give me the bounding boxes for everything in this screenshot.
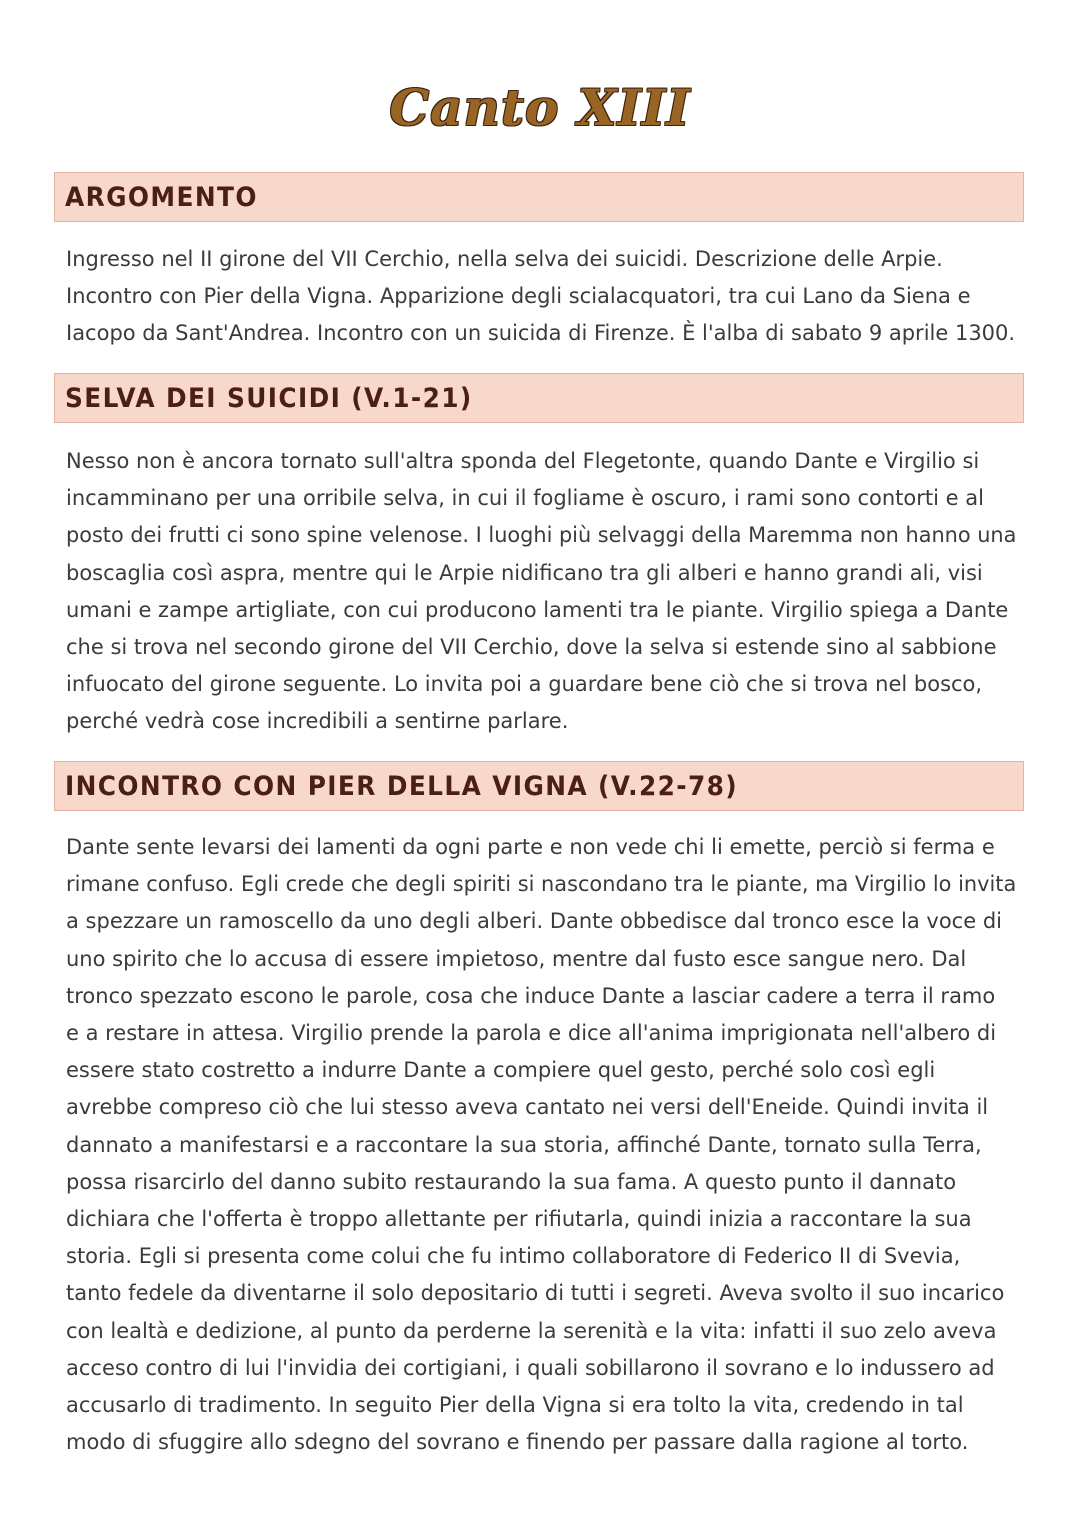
section-header-pier-della-vigna (54, 761, 1024, 811)
text-line: Nesso non è ancora tornato sull'altra sponda del Flegetonte, quando Dante e Virgilio si (66, 449, 980, 473)
text-line: Ingresso nel II girone del VII Cerchio, nella selva dei suicidi. Descrizione delle Arpie. (66, 247, 943, 271)
text-line: perché vedrà cose incredibili a sentirne parlare. (66, 709, 569, 734)
text-line: essere stato costretto a indurre Dante a compiere quel gesto, perché solo così egli (66, 1058, 936, 1083)
text-line: incamminano per una orribile selva, in cui il fogliame è oscuro, i rami sono contorti e al (66, 486, 984, 511)
text-line: tanto fedele da diventarne il solo depositario di tutti i segreti. Aveva svolto il suo incarico (66, 1281, 1005, 1306)
text-line: accusarlo di tradimento. In seguito Pier della Vigna si era tolto la vita, credendo in tal (66, 1393, 964, 1418)
text-line: uno spirito che lo accusa di essere impietoso, mentre dal fusto esce sangue nero. Dal (66, 946, 967, 971)
text-line: boscaglia così aspra, mentre qui le Arpie nidificano tra gli alberi e hanno grandi ali, visi (66, 560, 983, 585)
text-line: avrebbe compreso ciò che lui stesso aveva cantato nei versi dell'Eneide. Quindi invita il (66, 1095, 989, 1120)
text-line: umani e zampe artigliate, con cui producono lamenti tra le piante. Virgilio spiega a Dante (66, 597, 1009, 622)
section-header-selva-dei-suicidi (54, 373, 1024, 423)
section-heading: INCONTRO CON PIER DELLA VIGNA (V.22-78) (65, 771, 739, 802)
section-header-argomento (54, 172, 1024, 222)
text-line: Dante sente levarsi dei lamenti da ogni parte e non vede chi li emette, perciò si ferma e (66, 835, 995, 859)
section-body-pier-della-vigna (66, 829, 1016, 1461)
page-title: Canto XIII (389, 78, 691, 137)
text-line: che si trova nel secondo girone del VII Cerchio, dove la selva si estende sino al sabbione (66, 635, 997, 660)
text-line: con lealtà e dedizione, al punto da perderne la serenità e la vita: infatti il suo zelo aveva (66, 1318, 997, 1343)
text-line: tronco spezzato escono le parole, cosa che induce Dante a lasciar cadere a terra il ramo (66, 983, 996, 1008)
text-line: Incontro con Pier della Vigna. Apparizione degli scialacquatori, tra cui Lano da Siena e (66, 284, 971, 309)
section-body-selva-dei-suicidi (66, 443, 1016, 741)
text-line: a spezzare un ramoscello da uno degli alberi. Dante obbedisce dal tronco esce la voce di (66, 909, 1002, 934)
text-line: storia. Egli si presenta come colui che fu intimo collaboratore di Federico II di Svevia, (66, 1244, 961, 1269)
text-line: dichiara che l'offerta è troppo allettante per rifiutarla, quindi inizia a raccontare la sua (66, 1207, 972, 1232)
text-line: dannato a manifestarsi e a raccontare la sua storia, affinché Dante, tornato sulla Terra, (66, 1132, 982, 1157)
text-line: possa risarcirlo del danno subito restaurando la sua fama. A questo punto il dannato (66, 1169, 957, 1194)
text-line: infuocato del girone seguente. Lo invita poi a guardare bene ciò che si trova nel bosco, (66, 672, 983, 697)
section-heading: ARGOMENTO (65, 182, 258, 213)
text-line: acceso contro di lui l'invidia dei cortigiani, i quali sobillarono il sovrano e lo indussero ad (66, 1355, 995, 1380)
text-line: e a restare in attesa. Virgilio prende la parola e dice all'anima imprigionata nell'albero di (66, 1021, 997, 1046)
section-heading: SELVA DEI SUICIDI (V.1-21) (65, 383, 473, 414)
text-line: rimane confuso. Egli crede che degli spiriti si nascondano tra le piante, ma Virgilio lo invita (66, 872, 1017, 897)
section-body-argomento (66, 241, 1016, 353)
text-line: Iacopo da Sant'Andrea. Incontro con un suicida di Firenze. È l'alba di sabato 9 aprile 1300. (66, 321, 1016, 346)
text-line: modo di sfuggire allo sdegno del sovrano e finendo per passare dalla ragione al torto. (66, 1430, 969, 1455)
text-line: posto dei frutti ci sono spine velenose. I luoghi più selvaggi della Maremma non hanno una (66, 523, 1017, 548)
